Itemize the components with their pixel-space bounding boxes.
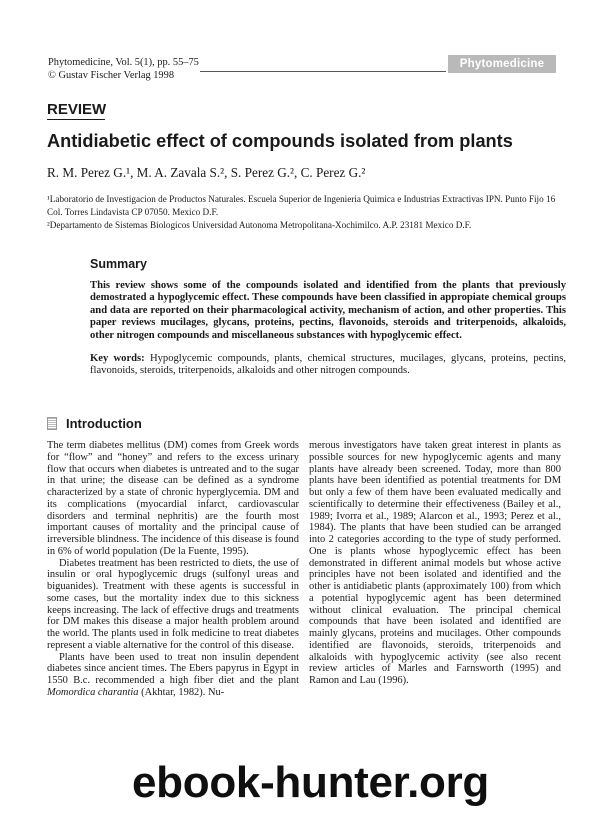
paragraph: Diabetes treatment has been restricted to diets, the use of insulin or oral hypoglycemic drugs (sulfonyl ureas and biguanides). Treatment with these agents is successful in some cases, but the mortality index due to this sickness keeps increasing. The lack of effective drugs and treatments for DM makes this disease a major health problem around the world. The plants used in folk medicine to treat diabetes represent a viable alternative for the control of this disease.	[47, 557, 299, 651]
header-rule	[200, 71, 446, 72]
author-list: R. M. Perez G.¹, M. A. Zavala S.², S. Perez G.², C. Perez G.²	[47, 165, 366, 180]
summary-heading: Summary	[90, 257, 147, 271]
article-title: Antidiabetic effect of compounds isolated from plants	[47, 131, 513, 151]
section-title: Introduction	[66, 416, 142, 431]
text-run: Plants have been used to treat non insulin dependent diabetes since ancient times. The Ebers papyrus in Egypt in 1550 B.c. recommended a high fiber diet and the plant	[47, 651, 299, 686]
body-column-right	[309, 440, 561, 687]
article-type: REVIEW	[47, 101, 107, 118]
summary-text: This review shows some of the compounds isolated and identified from the plants that previously demostrated a hypoglycemic effect. These compounds have been classified in appropiate chemical groups and data are reported on their pharmacological activity, mechanism of action, and other properties. This paper reviews mucilages, glycans, proteins, pectins, flavonoids, steroids and triterpenoids, alkaloids, other nitrogen compounds and miscellaneous substances with hypoglycemic effect.	[90, 280, 566, 341]
paragraph: The term diabetes mellitus (DM) comes from Greek words for “flow” and “honey” and refers to the excess urinary flow that occurs when diabetes is untreated and to the sugar in that urine; the disease can be defined as a syndrome characterized by a state of chronic hyperglycemia. DM and its complications (myocardial infarct, cardiovascular disorders and terminal nephritis) are the fourth most important causes of mortality and the principal cause of irreversible blindness. The incidence of this disease is found in 6% of world population (De la Fuente, 1995).	[47, 440, 299, 557]
keywords-label: Key words:	[90, 353, 145, 364]
article-type-underline	[47, 119, 105, 120]
species-name: Momordica charantia	[47, 686, 139, 698]
watermark: ebook-hunter.org	[132, 758, 489, 807]
journal-header	[48, 56, 199, 82]
paragraph: merous investigators have taken great interest in plants as possible sources for new hypoglycemic agents and many plants have already been screened. Today, more than 800 plants have been identified as potential treatments for DM but only a few of them have been evaluated medically and scientifically to determine their effectiveness (Bailey et al., 1989; Ivorra et al., 1989; Alarcon et al., 1993; Perez et al., 1984). The plants that have been studied can be arranged into 2 categories according to the type of study performed. One is plants whose hypoglycemic effect has been demonstrated in different animal models but whose active principles have not been isolated and identified and the other is antidiabetic plants (approximately 100) from which a potential hypoglycemic agent has been determined without clinical evaluation. The principal chemical compounds that have been isolated and identified are mainly glycans, proteins and mucilages. Other compounds identified are flavonoids, steroids, triterpenoids and alkaloids with hypoglycemic activity (see also recent review articles of Marles and Farnsworth (1995) and Ramon and Lau (1996).	[309, 440, 561, 686]
copyright-line: © Gustav Fischer Verlag 1998	[48, 70, 175, 81]
affiliation-1: ¹Laboratorio de Investigacion de Productos Naturales. Escuela Superior de Ingenieria Quimica e Industrias Extractivas IPN. Punto Fijo 16 Col. Torres Lindavista CP 07050. Mexico D.F.	[47, 194, 556, 217]
affiliation-2: ²Departamento de Sistemas Biologicos Universidad Autonoma Metropolitana-Xochimilco. A.P. 23181 Mexico D.F.	[47, 220, 472, 230]
text-run: (Akhtar, 1982). Nu-	[138, 686, 225, 698]
keywords	[90, 353, 566, 378]
section-heading-introduction	[47, 416, 142, 431]
paragraph	[47, 652, 299, 699]
body-column-left	[47, 440, 299, 699]
journal-logo: Phytomedicine	[448, 55, 556, 73]
keywords-text: Hypoglycemic compounds, plants, chemical structures, mucilages, glycans, proteins, pectins, flavonoids, steroids, triterpenoids, alkaloids and other nitrogen compounds.	[90, 353, 566, 377]
journal-citation: Phytomedicine, Vol. 5(1), pp. 55–75	[48, 57, 199, 68]
section-marker-icon	[47, 417, 57, 430]
